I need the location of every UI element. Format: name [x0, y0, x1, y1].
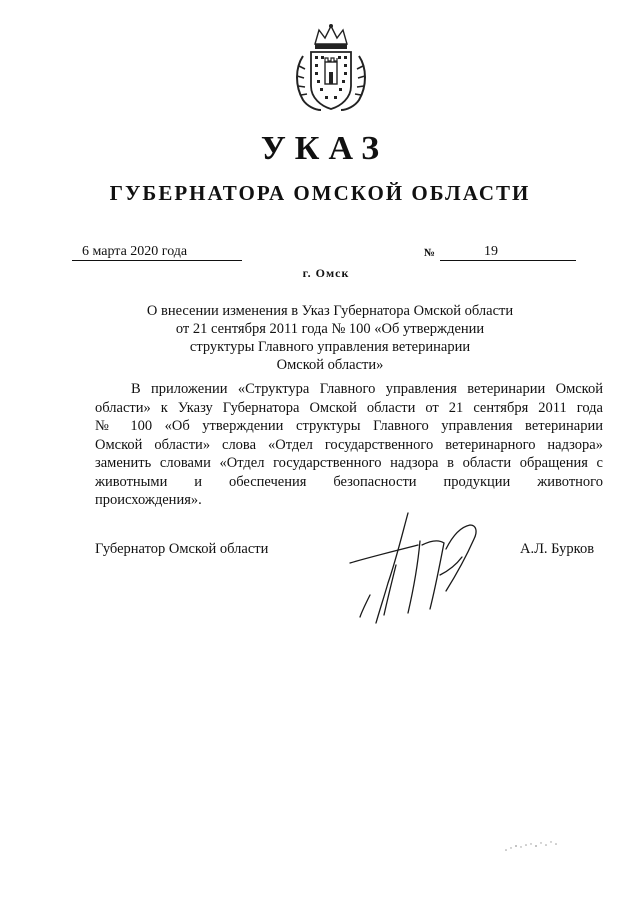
signatory-role: Губернатор Омской области: [95, 541, 269, 557]
handwritten-signature: [340, 505, 490, 630]
coat-of-arms-icon: [291, 22, 371, 114]
decree-number: 19: [440, 244, 576, 261]
number-sign: №: [424, 247, 436, 259]
decree-date: 6 марта 2020 года: [72, 244, 242, 261]
body-line: № 100 «Об утверждении структуры Главного управления ветеринарии: [95, 418, 603, 434]
subject-line: от 21 сентября 2011 года № 100 «Об утверждении: [175, 321, 485, 337]
document-title: УКАЗ: [260, 130, 389, 167]
subject-line: Омской области»: [276, 357, 384, 373]
decree-city: г. Омск: [302, 266, 350, 280]
body-line: происхождения».: [95, 492, 202, 508]
decree-subject: [130, 302, 530, 374]
signatory-name: А.Л. Бурков: [520, 541, 595, 557]
document-subtitle: ГУБЕРНАТОРА ОМСКОЙ ОБЛАСТИ: [109, 181, 531, 205]
body-line: В приложении «Структура Главного управления ветеринарии Омской: [131, 381, 603, 397]
body-line: Омской области» слова «Отдел государственного ветеринарного надзора»: [95, 436, 603, 453]
body-line: области» к Указу Губернатора Омской области от 21 сентября 2011 года: [95, 399, 603, 416]
subject-line: О внесении изменения в Указ Губернатора Омской области: [146, 303, 514, 319]
body-line: животными и обеспечения безопасности продукции животного: [95, 473, 603, 490]
faint-stamp-mark: [502, 836, 562, 856]
decree-body: [95, 380, 603, 510]
subject-line: структуры Главного управления ветеринарии: [189, 339, 471, 355]
body-line: заменить словами «Отдел государственного надзора в области обращения с: [95, 455, 603, 471]
